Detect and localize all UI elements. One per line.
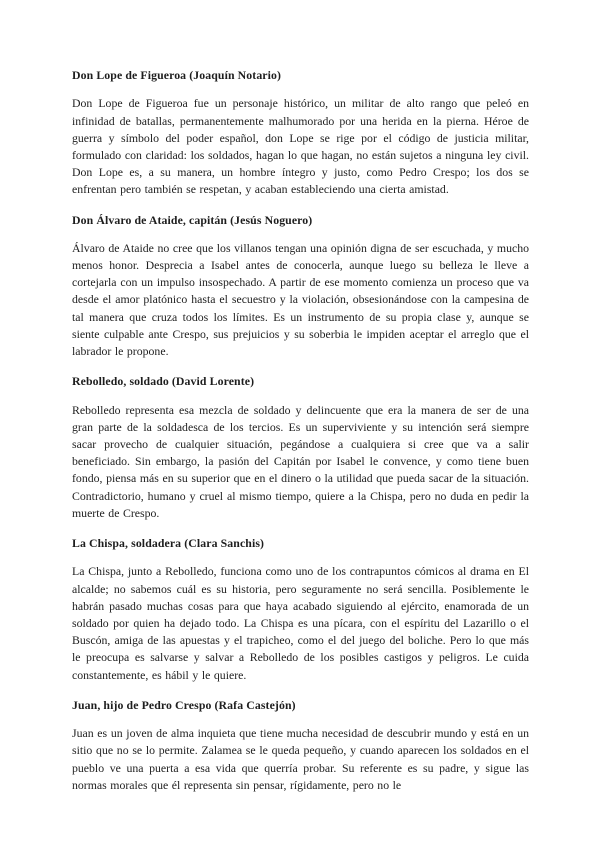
- heading-don-lope-de-figueroa: Don Lope de Figueroa (Joaquín Notario): [72, 68, 282, 82]
- paragraph-don-alvaro-de-ataide: Álvaro de Ataide no cree que los villanos tengan una opinión digna de ser escuchada, y mucho menos honor. Desprecia a Isabel antes de conocerla, aunque luego su belleza le lleve a cortejarla con un impulso insospechado. A partir de ese momento comienza un proceso que va desde el amor platónico hasta el secuestro y la violación, obsesionándose con la campesina de tal manera que cruza todos los límites. Es un instrumento de su propia clase y, aunque se siente culpable ante Crespo, sus prejuicios y su soberbia le impiden aceptar el arreglo que el labrador le propone.: [72, 240, 529, 359]
- paragraph-la-chispa: La Chispa, junto a Rebolledo, funciona como uno de los contrapuntos cómicos al drama en El alcalde; no sabemos cuál es su historia, pero seguramente no será sencilla. Posiblemente le habrán pasado muchas cosas para que haya acabado siguiendo al ejército, enamorada de un soldado por quien ha dejado todo. La Chispa es una pícara, con el espíritu del Lazarillo o el Buscón, amiga de las apuestas y el trapicheo, como el del juego del boliche. Pero lo que más le preocupa es salvarse y salvar a Rebolledo de los posibles castigos y peligros. Le cuida constantemente, es hábil y le quiere.: [72, 564, 529, 682]
- paragraph-don-lope-de-figueroa: Don Lope de Figueroa fue un personaje histórico, un militar de alto rango que peleó en infinidad de batallas, permanentemente malhumorado por una herida en la pierna. Héroe de guerra y símbolo del poder español, don Lope se rige por el código de justicia militar, formulado con claridad: los soldados, hagan lo que hagan, no están sujetos a ninguna ley civil. Don Lope es, a su manera, un hombre íntegro y justo, como Pedro Crespo; los dos se enfrentan pero también se respetan, y acaban estableciendo una cierta amistad.: [72, 96, 529, 197]
- section-juan: [72, 698, 529, 794]
- section-rebolledo: [72, 374, 529, 522]
- section-don-alvaro-de-ataide: [72, 213, 529, 361]
- heading-rebolledo: Rebolledo, soldado (David Lorente): [72, 374, 255, 389]
- section-la-chispa: [72, 536, 529, 684]
- heading-juan: Juan, hijo de Pedro Crespo (Rafa Castejón): [72, 697, 296, 712]
- heading-don-alvaro-de-ataide: Don Álvaro de Ataide, capitán (Jesús Noguero): [72, 212, 313, 227]
- paragraph-rebolledo: Rebolledo representa esa mezcla de soldado y delincuente que era la manera de ser de una gran parte de la soldadesca de los tercios. Es un superviviente y su intención será siempre sacar provecho de cualquier situación, pegándose a cualquiera si cree que va a salir beneficiado. Sin embargo, la pasión del Capitán por Isabel le convence, y como tiene buen fondo, piensa más en su superior que en el dinero o la utilidad que pueda sacar de la situación. Contradictorio, humano y cruel al mismo tiempo, quiere a la Chispa, pero no duda en pedir la muerte de Crespo.: [72, 402, 529, 520]
- paragraph-juan: Juan es un joven de alma inquieta que tiene mucha necesidad de descubrir mundo y está en un sitio que no se lo permite. Zalamea se le queda pequeño, y cuando aparecen los soldados en el pueblo ve una puerta a esa vida que querría probar. Su referente es su padre, y sigue las normas morales que él representa sin pensar, rígidamente, pero no le: [72, 726, 529, 792]
- section-don-lope-de-figueroa: [72, 68, 529, 199]
- heading-la-chispa: La Chispa, soldadera (Clara Sanchis): [72, 536, 265, 551]
